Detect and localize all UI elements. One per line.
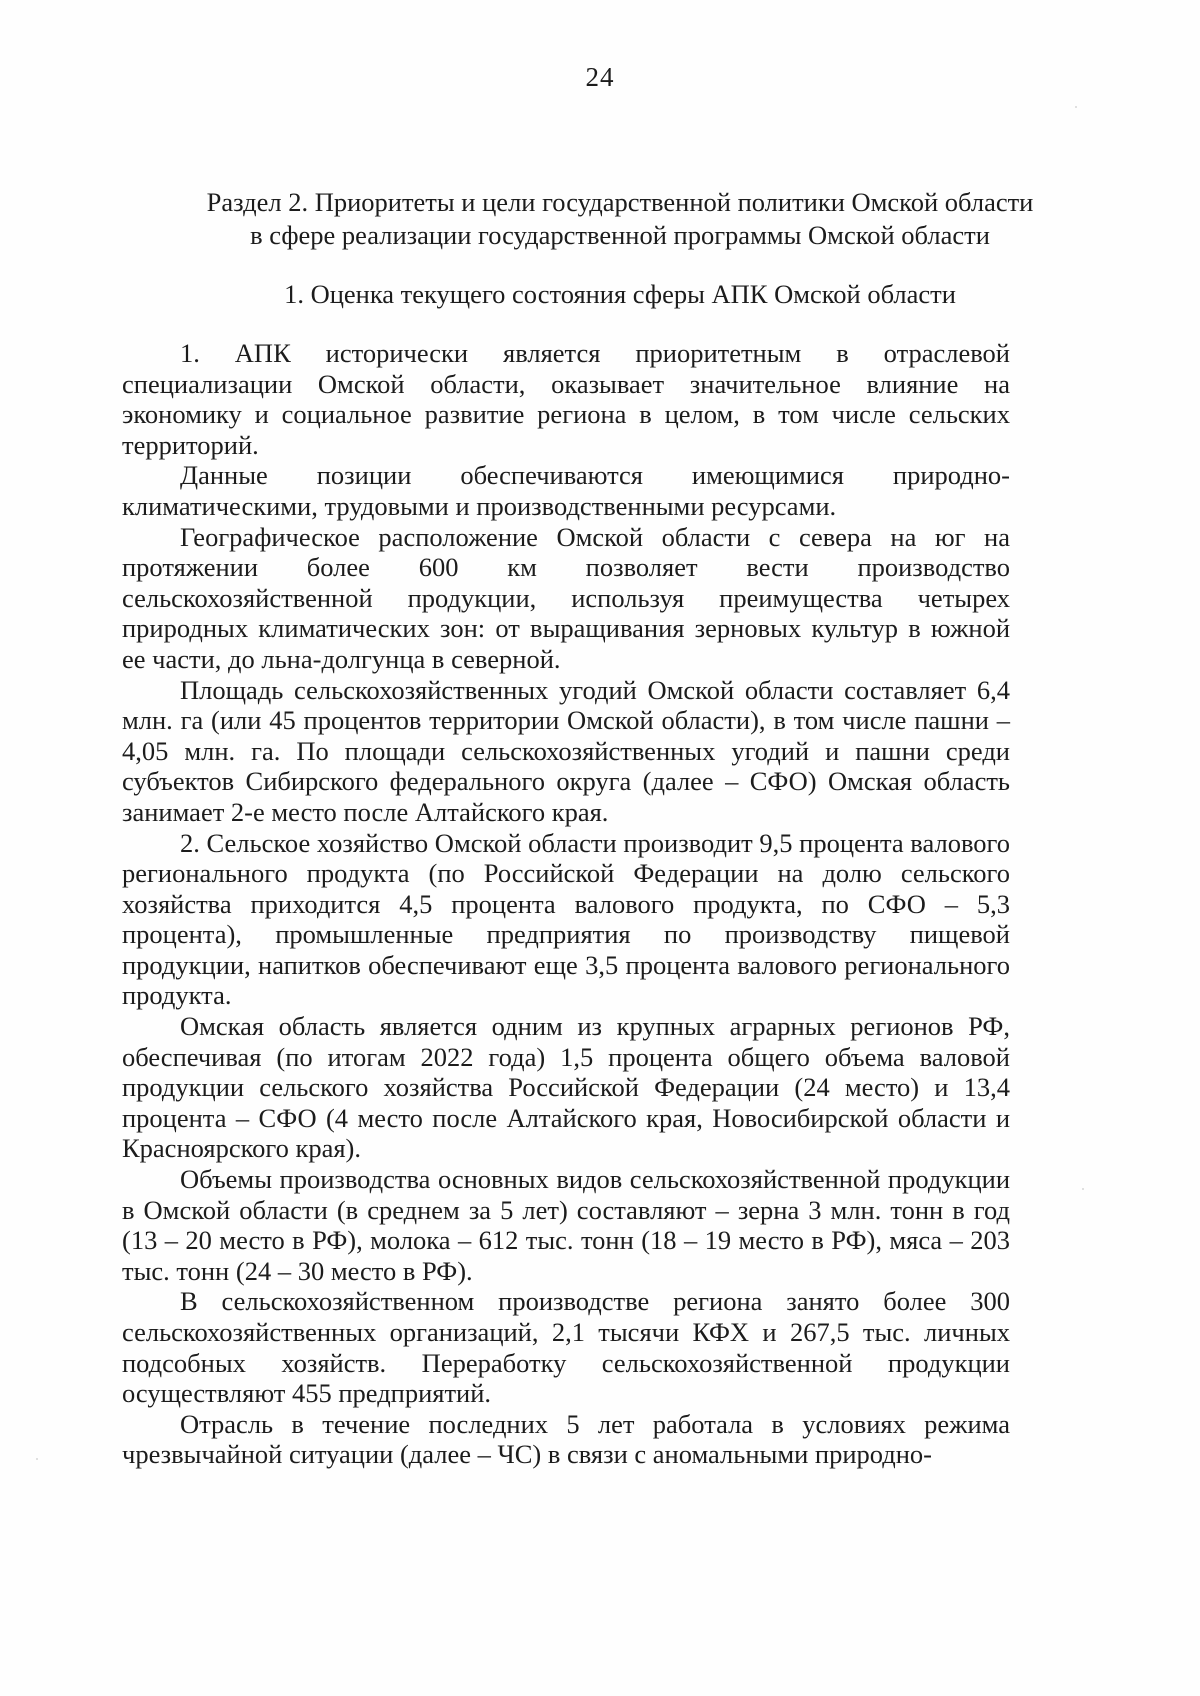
scan-speck <box>1082 1188 1084 1190</box>
paragraph: Площадь сельскохозяйственных угодий Омской области составляет 6,4 млн. га (или 45 процентов территории Омской области), в том числе пашни – 4,05 млн. га. По площади сельскохозяйственных угодий и пашни среди субъектов Сибирского федерального округа (далее – СФО) Омская область занимает 2-е место после Алтайского края. <box>122 674 1010 827</box>
body-text <box>122 338 1010 1470</box>
paragraph: Объемы производства основных видов сельскохозяйственной продукции в Омской области (в среднем за 5 лет) составляют – зерна 3 млн. тонн в год (13 – 20 место в РФ), молока – 612 тыс. тонн (18 – 19 место в РФ), мяса – 203 тыс. тонн (24 – 30 место в РФ). <box>122 1164 1010 1286</box>
paragraph: В сельскохозяйственном производстве региона занято более 300 сельскохозяйственных организаций, 2,1 тысячи КФХ и 267,5 тыс. личных подсобных хозяйств. Переработку сельскохозяйственной продукции осуществляют 455 предприятий. <box>122 1286 1010 1409</box>
section-title-line-1: Раздел 2. Приоритеты и цели государственной политики Омской области <box>206 187 1034 217</box>
paragraph: Омская область является одним из крупных аграрных регионов РФ, обеспечивая (по итогам 2022 года) 1,5 процента общего объема валовой продукции сельского хозяйства Российской Федерации (24 место) и 13,4 процента – СФО (4 место после Алтайского края, Новосибирской области и Красноярского края). <box>122 1011 1010 1164</box>
paragraph: Отрасль в течение последних 5 лет работала в условиях режима чрезвычайной ситуации (далее – ЧС) в связи с аномальными природно- <box>122 1408 1010 1470</box>
section-title <box>120 186 1120 252</box>
scan-speck <box>1075 106 1077 108</box>
page-number: 24 <box>585 62 615 92</box>
paragraph: 1. АПК исторически является приоритетным в отраслевой специализации Омской области, оказывает значительное влияние на экономику и социальное развитие региона в целом, в том числе сельских территорий. <box>122 338 1010 460</box>
paragraph: 2. Сельское хозяйство Омской области производит 9,5 процента валового регионального продукта (по Российской Федерации на долю сельского хозяйства приходится 4,5 процента валового продукта, по СФО – 5,3 процента), промышленные предприятия по производству пищевой продукции, напитков обеспечивают еще 3,5 процента валового регионального продукта. <box>122 827 1010 1011</box>
subsection-title: 1. Оценка текущего состояния сферы АПК Омской области <box>284 279 956 309</box>
paragraph: Данные позиции обеспечиваются имеющимися природно-климатическими, трудовыми и производственными ресурсами. <box>122 460 1010 521</box>
paragraph: Географическое расположение Омской области с севера на юг на протяжении более 600 км позволяет вести производство сельскохозяйственной продукции, используя преимущества четырех природных климатических зон: от выращивания зерновых культур в южной ее части, до льна-долгунца в северной. <box>122 521 1010 674</box>
scan-speck <box>36 1458 38 1460</box>
section-title-line-2: в сфере реализации государственной программы Омской области <box>250 220 990 250</box>
